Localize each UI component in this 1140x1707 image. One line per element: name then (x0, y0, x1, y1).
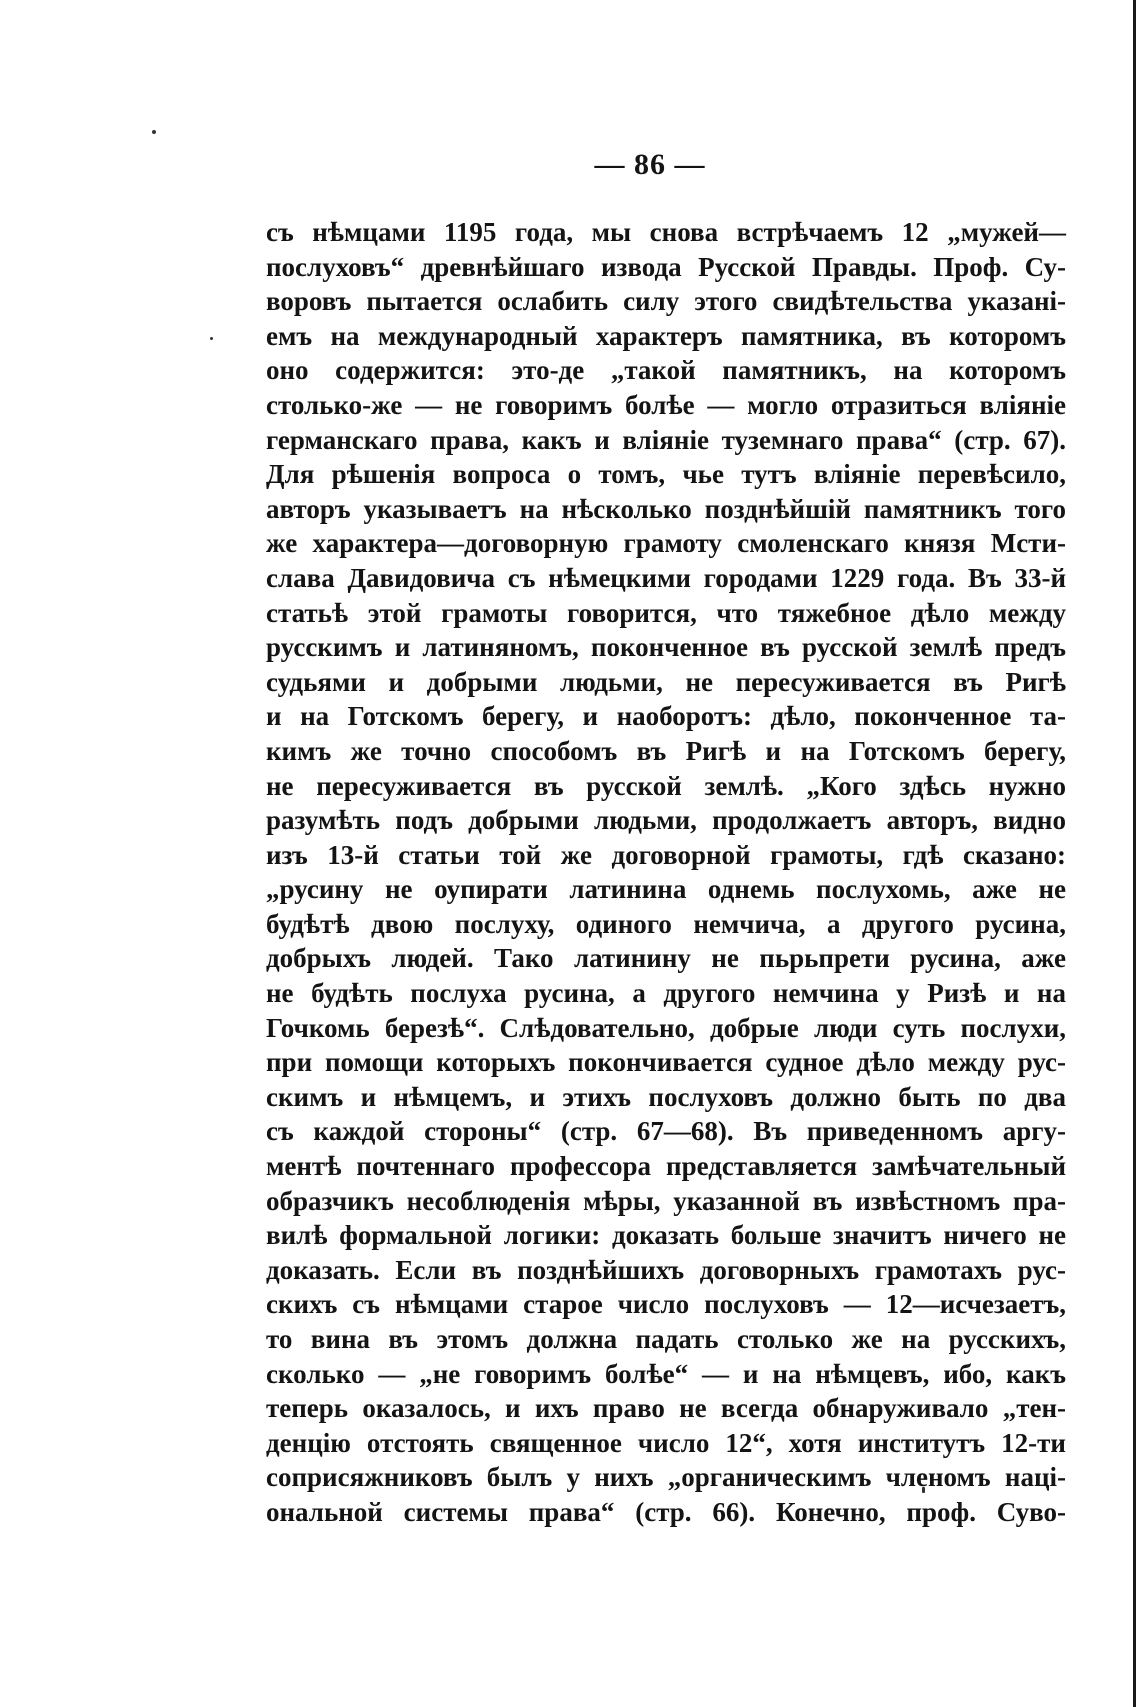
text-line: Для рѣшенія вопроса о томъ, чье тутъ вліяніе перевѣсило, (266, 459, 1066, 490)
text-line: оно содержится: это-де „такой памятникъ, на которомъ (266, 355, 1066, 386)
text-line: при помощи которыхъ покончивается судное дѣло между рус- (266, 1047, 1066, 1078)
text-line: статьѣ этой грамоты говорится, что тяжебное дѣло между (266, 597, 1066, 628)
text-line: сколько — „не говоримъ болѣе“ — и на нѣмцевъ, ибо, какъ (266, 1358, 1066, 1389)
scan-speck (210, 337, 213, 340)
text-line: добрыхъ людей. Тако латинину не пьрьпрети русина, аже (266, 943, 1066, 974)
text-line: столько-же — не говоримъ болѣе — могло отразиться вліяніе (266, 389, 1066, 420)
text-line: то вина въ этомъ должна падать столько же на русскихъ, (266, 1324, 1066, 1354)
text-line: денцію отстоять священное число 12“, хотя институтъ 12-ти (266, 1427, 1066, 1458)
text-line: соприсяжниковъ былъ у нихъ „органическимъ членомъ наці- (266, 1462, 1066, 1493)
text-line: доказать. Если въ позднѣйшихъ договорныхъ грамотахъ рус- (266, 1254, 1066, 1285)
text-line: послуховъ“ древнѣйшаго извода Русской Правды. Проф. Су- (266, 251, 1066, 282)
text-line: емъ на международный характеръ памятника, въ которомъ (266, 320, 1066, 351)
text-line: и на Готскомъ берегу, и наоборотъ: дѣло, поконченное та- (266, 701, 1066, 732)
text-line: ментѣ почтеннаго профессора представляется замѣчательный (266, 1151, 1066, 1182)
text-line: слава Давидовича съ нѣмецкими городами 1229 года. Въ 33-й (266, 562, 1066, 593)
page-edge-border (1133, 0, 1136, 1707)
text-line: съ каждой стороны“ (стр. 67—68). Въ приведенномъ аргу- (266, 1116, 1066, 1147)
page-number: — 86 — (594, 148, 706, 181)
text-line: не будѣть послуха русина, а другого немчина у Ризѣ и на (266, 978, 1066, 1009)
text-line: судьями и добрыми людьми, не пересуживается въ Ригѣ (266, 666, 1066, 697)
text-line: скихъ съ нѣмцами старое число послуховъ — 12—исчезаетъ, (266, 1289, 1066, 1320)
text-line: русскимъ и латиняномъ, поконченное въ русской землѣ предъ (266, 632, 1066, 663)
text-line: „русину не оупирати латинина однемь послухомь, аже не (266, 874, 1066, 905)
text-line: разумѣть подъ добрыми людьми, продолжаетъ авторъ, видно (266, 805, 1066, 836)
text-line: же характера—договорную грамоту смоленскаго князя Мсти- (266, 528, 1066, 559)
text-line: воровъ пытается ослабить силу этого свидѣтельства указані- (266, 286, 1066, 317)
text-line: не пересуживается въ русской землѣ. „Кого здѣсь нужно (266, 770, 1066, 801)
text-line: изъ 13-й статьи той же договорной грамоты, гдѣ сказано: (266, 839, 1066, 870)
text-line: будѣтѣ двою послуху, одиного немчича, а другого русина, (266, 908, 1066, 939)
text-line: вилѣ формальной логики: доказать больше значитъ ничего не (266, 1220, 1066, 1251)
text-line: ональной системы права“ (стр. 66). Конечно, проф. Суво- (266, 1496, 1066, 1527)
text-line: съ нѣмцами 1195 года, мы снова встрѣчаемъ 12 „мужей— (266, 217, 1066, 247)
scan-speck (152, 130, 156, 134)
text-line: кимъ же точно способомъ въ Ригѣ и на Готскомъ берегу, (266, 735, 1066, 766)
text-line: авторъ указываетъ на нѣсколько позднѣйшій памятникъ того (266, 493, 1066, 524)
text-line: скимъ и нѣмцемъ, и этихъ послуховъ должно быть по два (266, 1081, 1066, 1112)
text-line: германскаго права, какъ и вліяніе туземнаго права“ (стр. 67). (266, 424, 1066, 455)
text-line: теперь оказалось, и ихъ право не всегда обнаруживало „тен- (266, 1393, 1066, 1424)
text-line: образчикъ несоблюденія мѣры, указанной въ извѣстномъ пра- (266, 1185, 1066, 1216)
text-line: Гочкомь березѣ“. Слѣдовательно, добрые люди суть послухи, (266, 1012, 1066, 1043)
body-text (266, 215, 1066, 1530)
